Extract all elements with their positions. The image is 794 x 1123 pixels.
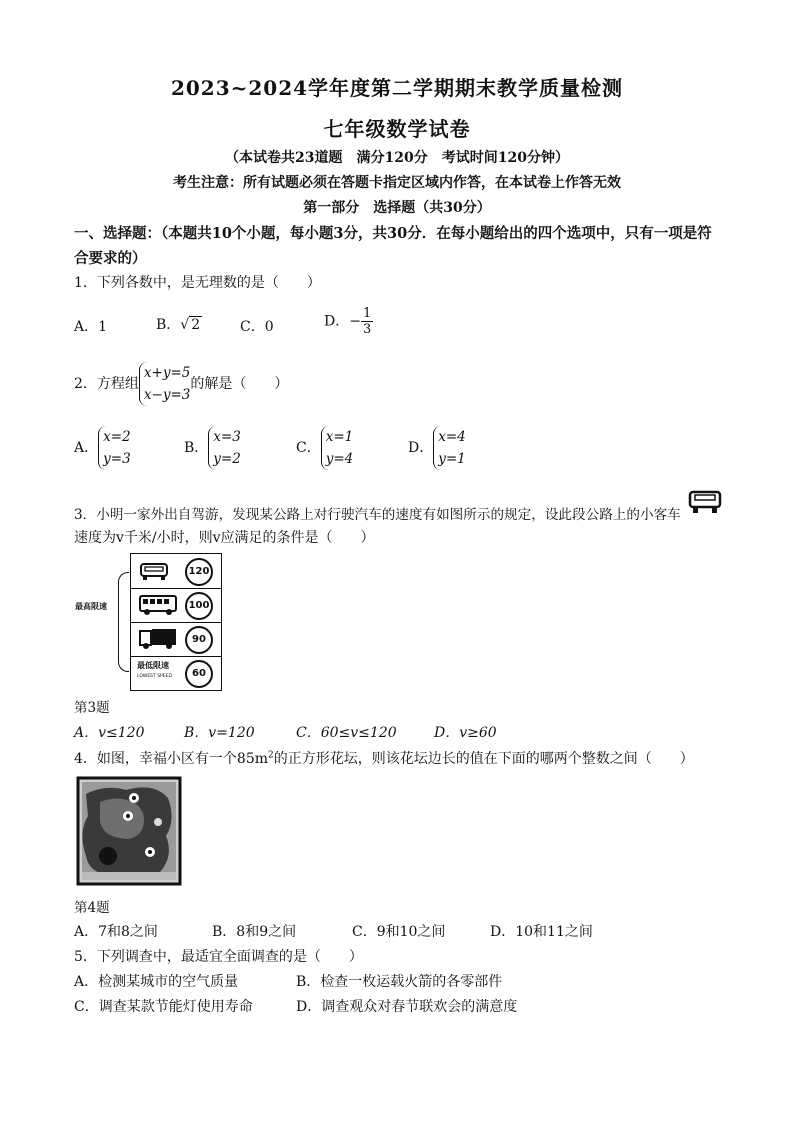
q4-option-b: B．8和9之间 [212,924,297,940]
part-heading: 第一部分 选择题（共30分） [303,200,491,216]
q1-radicand: 2 [191,317,201,333]
truck-icon [139,627,177,651]
q1-option-b [156,314,202,334]
q4-option-d: D．10和11之间 [490,924,593,940]
sign-row-car [131,554,221,589]
q2-option-b-system [208,426,241,470]
max-speed-brace [118,572,129,672]
q2-equation-system [139,362,190,406]
sign-row-truck [131,622,221,657]
q4-stem [74,748,694,768]
q5-option-a: A．检测某城市的空气质量 [74,974,239,990]
speed-120-badge: 120 [185,558,213,586]
speed-90-badge: 90 [185,626,213,654]
system-line: x=1 [325,429,354,445]
q1-option-b-label: B． [156,317,181,333]
fraction-numerator: 1 [362,306,372,321]
speed-limit-sign [130,553,222,691]
q4-superscript: 2 [268,750,274,761]
bus-icon [139,593,177,617]
q2-option-d-label: D． [408,440,434,456]
q2-stem-prefix: 2．方程组 [74,376,139,392]
q2-stem [74,362,288,406]
q4-caption: 第4题 [74,900,110,916]
exam-info: （本试卷共23道题 满分120分 考试时间120分钟） [225,150,569,166]
q1-fraction [361,306,373,337]
q2-equation-2: x−y=3 [143,387,191,403]
q2-option-a-label: A． [74,440,99,456]
q2-option-d-system [433,426,466,470]
exam-title: 2023~2024学年度第二学期期末教学质量检测 [170,76,624,100]
sign-row-bus [131,588,221,623]
q4-option-a: A．7和8之间 [74,924,158,940]
system-line: y=4 [325,451,354,467]
q3-stem-line1: 3．小明一家外出自驾游，发现某公路上对行驶汽车的速度有如图所示的规定，设此段公路上的小客车 [74,507,681,523]
fraction-denominator: 3 [362,322,372,337]
q2-option-c-system [321,426,354,470]
q2-option-d [408,426,466,470]
speed-100-badge: 100 [185,592,213,620]
min-speed-text: 最低限速 [137,661,169,670]
section-heading: 一、选择题：（本题共10个小题，每小题3分，共30分．在每小题给出的四个选项中，只有一项是符合要求的） [74,225,712,267]
system-line: y=2 [213,451,241,467]
q2-option-c [296,426,353,470]
system-line: y=1 [438,451,466,467]
q3-option-d: D．v≥60 [434,725,497,741]
q3-option-a: A．v≤120 [74,725,145,741]
min-speed-label [137,660,172,682]
q4-stem-b: 的正方形花坛，则该花坛边长的值在下面的哪两个整数之间（ ） [273,751,694,767]
q2-equation-1: x+y=5 [143,365,191,381]
q2-option-a-system [98,426,131,470]
system-line: x=4 [438,429,466,445]
speed-60-badge: 60 [185,660,213,688]
exam-subtitle: 七年级数学试卷 [323,117,471,141]
flower-bed-image [76,776,182,886]
q1-option-d-label: D．− [324,313,361,330]
q3-option-b: B．v=120 [184,725,255,741]
sqrt-symbol: √ 2 [180,317,201,333]
car-icon [688,486,722,516]
q3-stem-line2: 速度为v千米/小时，则v应满足的条件是（ ） [74,530,375,546]
exam-notice: 考生注意：所有试题必须在答题卡指定区域内作答，在本试卷上作答无效 [173,175,621,191]
min-speed-subtext: LOWEST SPEED [137,674,172,679]
q2-stem-suffix: 的解是（ ） [190,376,289,392]
q4-stem-a: 4．如图，幸福小区有一个85m [74,751,268,767]
q2-option-c-label: C． [296,440,321,456]
q5-option-c: C．调查某款节能灯使用寿命 [74,999,253,1015]
q2-option-b [184,426,241,470]
q4-option-c: C．9和10之间 [352,924,446,940]
q1-option-d [324,306,373,337]
system-line: y=3 [103,451,131,467]
q5-option-b: B．检查一枚运载火箭的各零部件 [296,974,503,990]
max-speed-label: 最高限速 [75,602,107,611]
q1-option-c: C．0 [240,319,274,335]
system-line: x=2 [103,429,131,445]
q1-stem: 1．下列各数中，是无理数的是（ ） [74,275,321,291]
q2-option-a [74,426,131,470]
q1-option-a: A．1 [74,319,108,335]
system-line: x=3 [213,429,241,445]
q3-caption: 第3题 [74,700,110,716]
q5-option-d: D．调查观众对春节联欢会的满意度 [296,999,518,1015]
sign-row-minimum [131,656,221,690]
q2-option-b-label: B． [184,440,209,456]
q5-stem: 5．下列调查中，最适宜全面调查的是（ ） [74,949,363,965]
q3-option-c: C．60≤v≤120 [296,725,397,741]
car-icon [139,559,169,583]
